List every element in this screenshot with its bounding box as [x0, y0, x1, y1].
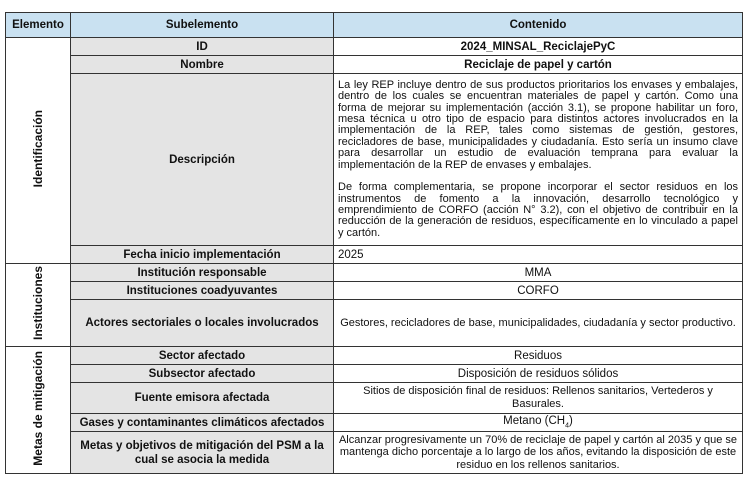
group-instituciones: [6, 264, 71, 347]
header-elemento: Elemento: [6, 13, 71, 38]
descripcion-paragraph-2: De forma complementaria, se propone incorporar el sector residuos en los instrumentos de fomento a la innovación, desarrollo tecnológico y emprendimiento de CORFO (acción N° 3.2), con el objetivo de contribuir en la reducción de la generación de residuos, específicamente en lo vinculado a papel y cartón.: [338, 181, 738, 239]
value-descripcion: [334, 74, 743, 246]
measure-table: [5, 12, 743, 474]
label-actores: Actores sectoriales o locales involucrados: [71, 300, 334, 347]
value-fecha: 2025: [334, 246, 743, 264]
label-fecha: Fecha inicio implementación: [71, 246, 334, 264]
label-subsector: Subsector afectado: [71, 365, 334, 383]
value-nombre: Reciclaje de papel y cartón: [334, 56, 743, 74]
group-identificacion: [6, 38, 71, 264]
label-fuente: Fuente emisora afectada: [71, 383, 334, 414]
value-id: 2024_MINSAL_ReciclajePyC: [334, 38, 743, 56]
header-subelemento: Subelemento: [71, 13, 334, 38]
label-metas: Metas y objetivos de mitigación del PSM a la cual se asocia la medida: [71, 432, 334, 474]
group-label: Metas de mitigación: [31, 351, 45, 466]
gases-close: ): [569, 415, 573, 428]
label-gases: Gases y contaminantes climáticos afectados: [71, 414, 334, 432]
label-id: ID: [71, 38, 334, 56]
value-institucion: MMA: [334, 264, 743, 282]
gases-text: Metano (CH: [503, 415, 566, 428]
group-label: Identificación: [31, 110, 45, 188]
group-metas: [6, 347, 71, 474]
value-sector: Residuos: [334, 347, 743, 365]
value-subsector: Disposición de residuos sólidos: [334, 365, 743, 383]
label-institucion: Institución responsable: [71, 264, 334, 282]
label-sector: Sector afectado: [71, 347, 334, 365]
group-label: Instituciones: [31, 266, 45, 341]
label-descripcion: Descripción: [71, 74, 334, 246]
value-actores: Gestores, recicladores de base, municipalidades, ciudadanía y sector productivo.: [334, 300, 743, 347]
value-coadyuvantes: CORFO: [334, 282, 743, 300]
descripcion-paragraph-1: La ley REP incluye dentro de sus productos prioritarios los envases y embalajes, dentro de los cuales se encuentran materiales de papel y cartón. Como una forma de mejorar su implementación (acción 3.1), se propone habilitar un foro, mesa técnica u otro tipo de espacio para distintos actores involucrados en la implementación de la REP, tales como sistemas de gestión, gestores, recicladores de base, municipalidades y ciudadanía. Esto sería un insumo clave para desarrollar un estudio de evaluación temprana para evaluar la implementación de la REP de envases y embalajes.: [338, 78, 738, 171]
value-metas: Alcanzar progresivamente un 70% de reciclaje de papel y cartón al 2035 y que se mantenga dicho porcentaje a lo largo de los años, evitando la disposición de este residuo en los rellenos sanitarios.: [334, 432, 743, 474]
gases-subscript: 4: [565, 422, 570, 430]
value-fuente: Sitios de disposición final de residuos: Rellenos sanitarios, Vertederos y Basurales.: [334, 383, 743, 414]
label-nombre: Nombre: [71, 56, 334, 74]
header-contenido: Contenido: [334, 13, 743, 38]
value-gases: [334, 414, 743, 432]
label-coadyuvantes: Instituciones coadyuvantes: [71, 282, 334, 300]
